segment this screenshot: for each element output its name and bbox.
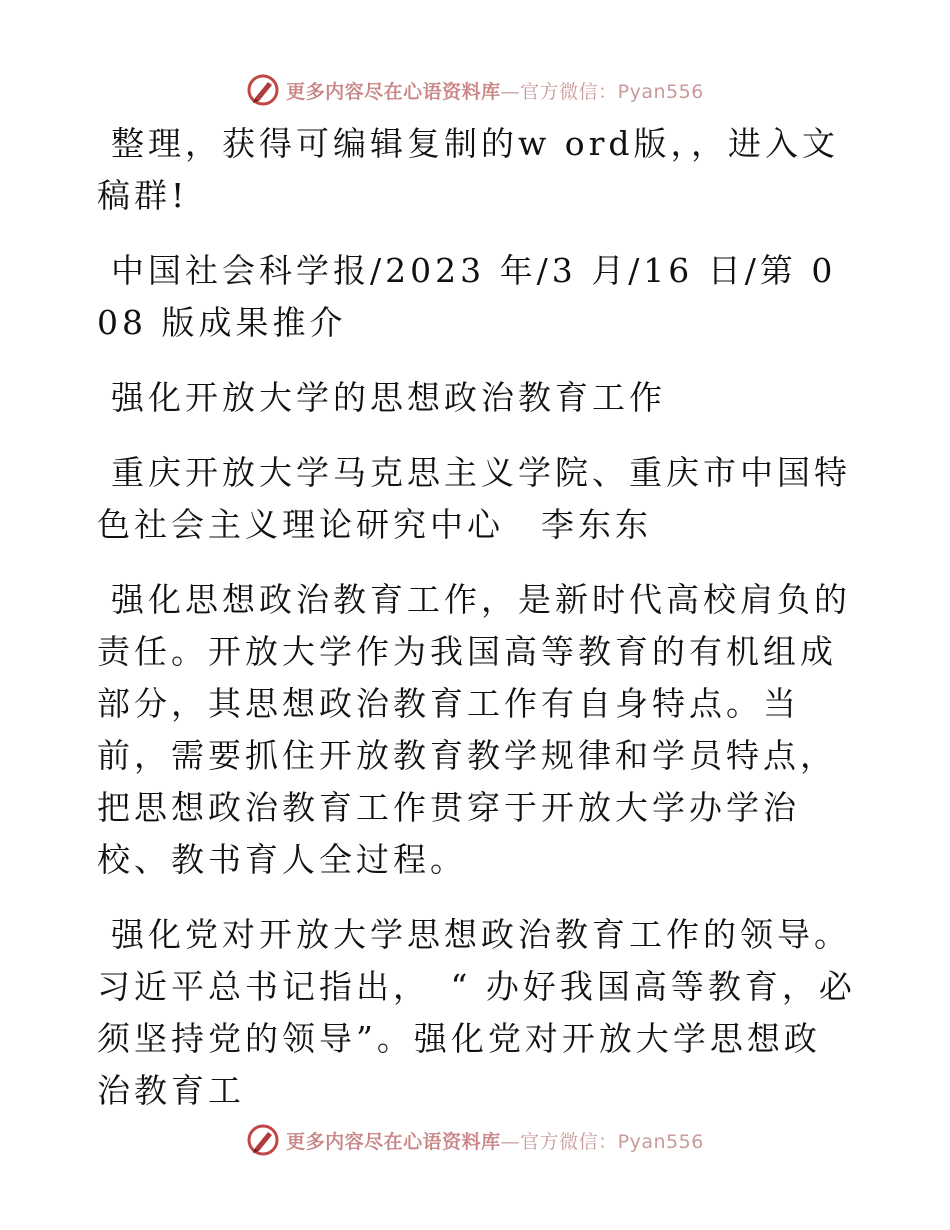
document-body xyxy=(97,118,857,1140)
pen-logo-icon xyxy=(246,1123,280,1157)
author-line: 重庆开放大学马克思主义学院、重庆市中国特色社会主义理论研究中心 李东东 xyxy=(97,453,851,544)
footer-watermark xyxy=(0,1120,950,1160)
intro-paragraph: 整理，获得可编辑复制的w ord版，，进入文稿群! xyxy=(97,124,840,215)
watermark-text: 更多内容尽在心语资料库—官方微信：Pyan556 xyxy=(286,80,704,103)
source-line: 中国社会科学报/2023 年/3 月/16 日/第 008 版成果推介 xyxy=(97,251,837,342)
header-watermark xyxy=(0,70,950,110)
body-paragraph: 强化思想政治教育工作，是新时代高校肩负的责任。开放大学作为我国高等教育的有机组成部分，其思想政治教育工作有自身特点。当前，需要抓住开放教育教学规律和学员特点，把思想政治教育工作贯穿于开放大学办学治校、教书育人全过程。 xyxy=(97,580,851,879)
body-paragraph: 强化党对开放大学思想政治教育工作的领导。习近平总书记指出， “ 办好我国高等教育，必须坚持党的领导”。强化党对开放大学思想政治教育工 xyxy=(97,915,856,1110)
article-title: 强化开放大学的思想政治教育工作 xyxy=(111,378,666,417)
watermark-text: 更多内容尽在心语资料库—官方微信：Pyan556 xyxy=(286,1130,704,1153)
pen-logo-icon xyxy=(246,73,280,107)
